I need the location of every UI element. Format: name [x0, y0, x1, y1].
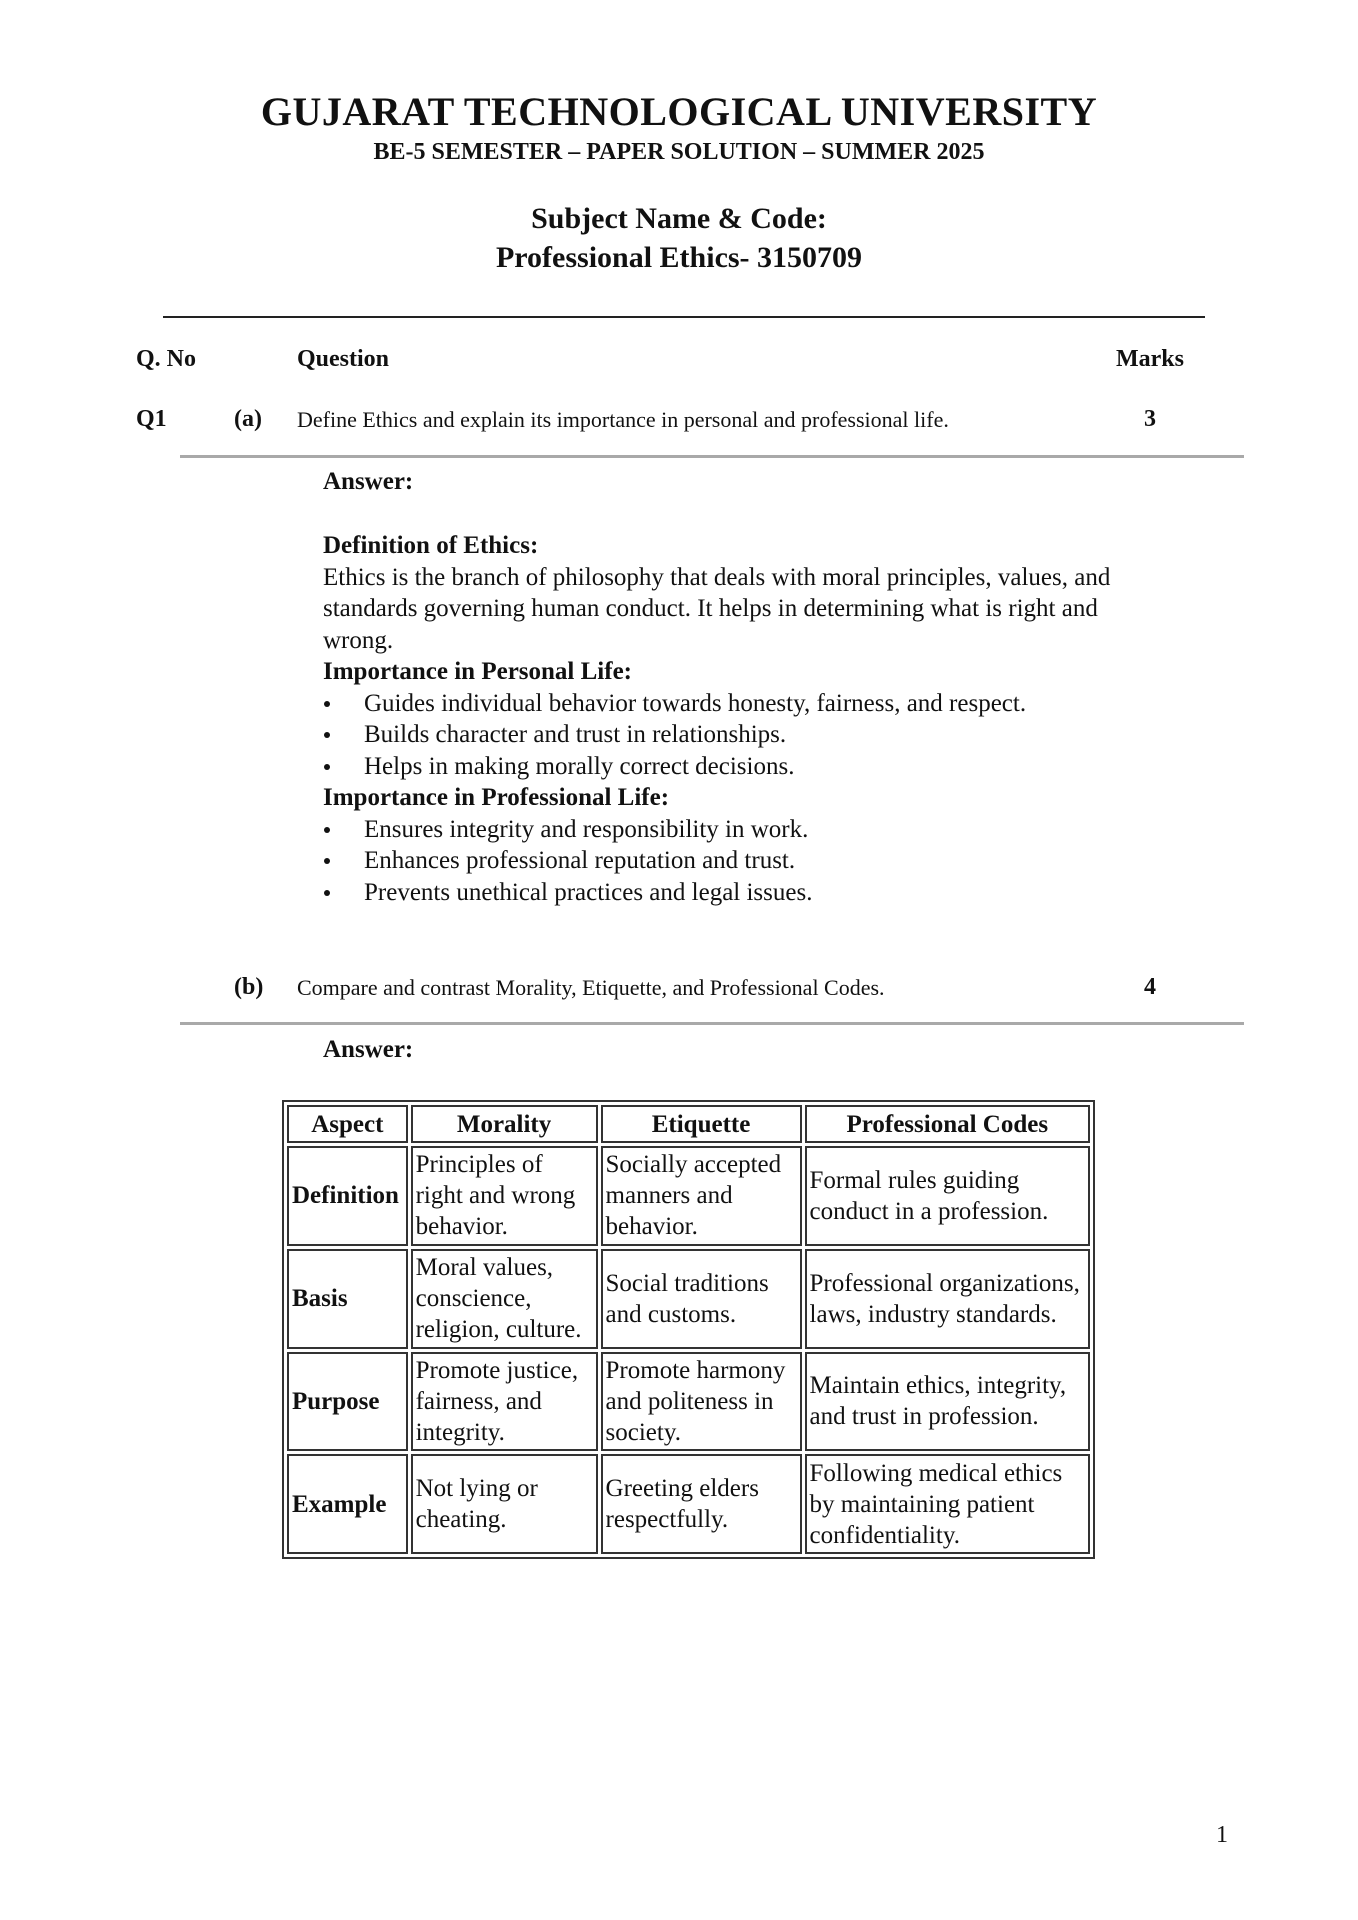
table-cell: Moral values, conscience, religion, culture. — [411, 1249, 598, 1349]
table-cell: Principles of right and wrong behavior. — [411, 1146, 598, 1246]
list-item: Enhances professional reputation and trust. — [323, 845, 1143, 877]
table-header-cell: Professional Codes — [805, 1105, 1090, 1143]
professional-points-list — [323, 814, 1143, 909]
question-b-text: Compare and contrast Morality, Etiquette, and Professional Codes. — [297, 975, 885, 1000]
table-cell: Purpose — [287, 1352, 408, 1452]
column-header-question: Question — [297, 346, 390, 372]
question-part-a-label — [234, 406, 262, 433]
table-row — [287, 1454, 1090, 1554]
question-a-marks — [1144, 406, 1156, 433]
part-b-label: (b) — [234, 974, 264, 1000]
table-header-cell: Etiquette — [601, 1105, 802, 1143]
table-cell: Greeting elders respectfully. — [601, 1454, 802, 1554]
header-divider — [163, 316, 1205, 318]
table-header-cell: Morality — [411, 1105, 598, 1143]
marks-b: 4 — [1144, 974, 1156, 1000]
table-row — [287, 1352, 1090, 1452]
question-number — [136, 406, 167, 433]
answer-a-label: Answer: — [323, 468, 414, 495]
table-cell: Promote justice, fairness, and integrity. — [411, 1352, 598, 1452]
column-header-qno: Q. No — [136, 346, 196, 372]
table-cell: Basis — [287, 1249, 408, 1349]
question-b-divider — [180, 1022, 1244, 1025]
list-item: Guides individual behavior towards honesty, fairness, and respect. — [323, 688, 1143, 720]
table-row — [287, 1146, 1090, 1246]
list-item: Prevents unethical practices and legal issues. — [323, 877, 1143, 909]
personal-points-list — [323, 688, 1143, 783]
question-b-marks — [1144, 974, 1156, 1001]
list-item: Ensures integrity and responsibility in work. — [323, 814, 1143, 846]
semester-line: BE-5 SEMESTER – PAPER SOLUTION – SUMMER 2025 — [373, 139, 985, 165]
table-cell: Not lying or cheating. — [411, 1454, 598, 1554]
subject-label: Subject Name & Code: — [531, 202, 827, 235]
table-header-row — [287, 1105, 1090, 1143]
part-a-label: (a) — [234, 406, 262, 432]
professional-heading: Importance in Professional Life: — [323, 784, 670, 811]
column-header-marks: Marks — [1116, 346, 1184, 372]
table-header-cell: Aspect — [287, 1105, 408, 1143]
question-part-b-label — [234, 974, 263, 1001]
comparison-table — [282, 1100, 1095, 1559]
table-cell: Formal rules guiding conduct in a profession. — [805, 1146, 1090, 1246]
question-a-text: Define Ethics and explain its importance in personal and professional life. — [297, 407, 949, 432]
subject-name: Professional Ethics- 3150709 — [495, 241, 863, 274]
question-a-divider — [180, 455, 1244, 458]
definition-heading: Definition of Ethics: — [323, 532, 539, 559]
table-cell: Following medical ethics by maintaining patient confidentiality. — [805, 1454, 1090, 1554]
table-cell: Socially accepted manners and behavior. — [601, 1146, 802, 1246]
table-cell: Example — [287, 1454, 408, 1554]
table-cell: Maintain ethics, integrity, and trust in profession. — [805, 1352, 1090, 1452]
table-row — [287, 1249, 1090, 1349]
list-item: Builds character and trust in relationships. — [323, 719, 1143, 751]
list-item: Helps in making morally correct decisions. — [323, 751, 1143, 783]
table-cell: Promote harmony and politeness in society. — [601, 1352, 802, 1452]
personal-heading: Importance in Personal Life: — [323, 658, 632, 685]
table-cell: Professional organizations, laws, industry standards. — [805, 1249, 1090, 1349]
answer-b-label: Answer: — [323, 1036, 414, 1063]
page-number: 1 — [1216, 1822, 1228, 1848]
marks-a: 3 — [1144, 406, 1156, 432]
table-cell: Definition — [287, 1146, 408, 1246]
question-number-label: Q1 — [136, 406, 167, 432]
university-title: GUJARAT TECHNOLOGICAL UNIVERSITY — [260, 89, 1098, 134]
definition-text: Ethics is the branch of philosophy that deals with moral principles, values, and standards governing human conduct. It helps in determining what is right and wrong. — [323, 563, 1111, 654]
table-cell: Social traditions and customs. — [601, 1249, 802, 1349]
answer-a-body — [323, 530, 1143, 908]
